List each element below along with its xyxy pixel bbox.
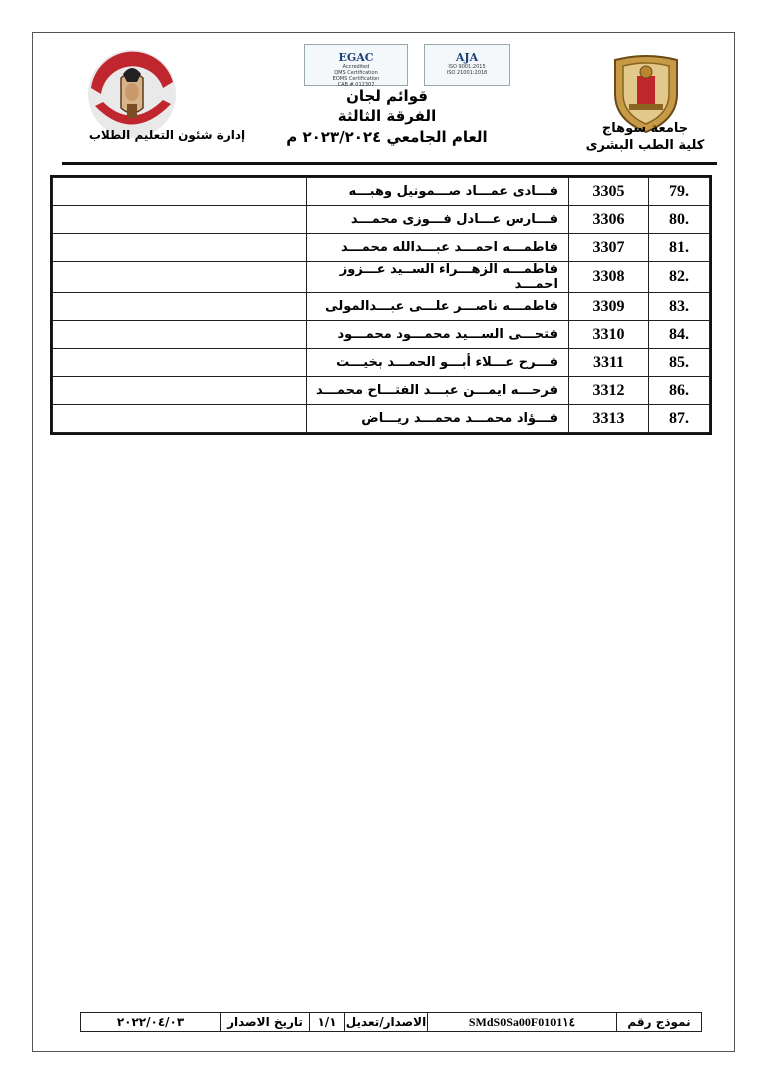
row-index: 82. — [649, 262, 710, 293]
seat-number: 3310 — [569, 321, 649, 349]
document-footer — [80, 1012, 702, 1032]
header-divider — [62, 162, 717, 165]
student-name: فتحـــى الســـيد محمـــود محمـــود — [307, 321, 569, 349]
signature-cell — [53, 178, 307, 206]
seat-number: 3305 — [569, 178, 649, 206]
signature-cell — [53, 262, 307, 293]
table-row — [53, 178, 710, 206]
version-value: ١/١ — [309, 1013, 344, 1031]
student-name: فرحـــه ايمـــن عبـــد الفتـــاح محمـــد — [307, 377, 569, 405]
seat-number: 3309 — [569, 293, 649, 321]
university-name: جامعة سوهاج — [601, 121, 689, 136]
seat-number: 3313 — [569, 405, 649, 433]
egac-line: CAB # 012307 — [337, 82, 375, 88]
row-index: 86. — [649, 377, 710, 405]
table-row — [53, 234, 710, 262]
row-index: 80. — [649, 206, 710, 234]
department-name: إدارة شئون التعليم الطلاب — [88, 128, 246, 142]
row-index: 83. — [649, 293, 710, 321]
row-index: 87. — [649, 405, 710, 433]
student-name: فـــرح عـــلاء أبـــو الحمـــد بخيـــت — [307, 349, 569, 377]
signature-cell — [53, 349, 307, 377]
issue-date-label: تاريخ الاصدار — [220, 1013, 309, 1031]
egac-name: EGAC — [338, 51, 374, 64]
committee-roster-table — [50, 175, 712, 435]
signature-cell — [53, 321, 307, 349]
student-name: فاطمـــه احمـــد عبـــدالله محمـــد — [307, 234, 569, 262]
egac-line: Accredited — [342, 64, 370, 70]
student-name: فـــارس عـــادل فـــوزى محمـــد — [307, 206, 569, 234]
seat-number: 3306 — [569, 206, 649, 234]
egac-certificate-badge — [304, 44, 408, 86]
table-row — [53, 349, 710, 377]
university-name-block — [580, 120, 710, 154]
table-row — [53, 206, 710, 234]
row-index: 85. — [649, 349, 710, 377]
seat-number: 3311 — [569, 349, 649, 377]
signature-cell — [53, 234, 307, 262]
faculty-logo-icon — [77, 48, 187, 140]
student-name: فاطمـــه الزهـــراء الســيد عـــزوز احمـــد — [307, 262, 569, 293]
table-row — [53, 405, 710, 433]
aja-line: ISO 21001:2018 — [446, 70, 488, 76]
student-name: فـــادى عمـــاد صـــمونيل وهبـــه — [307, 178, 569, 206]
model-number-value: SMdS0Sa00F0101١٤ — [427, 1013, 616, 1031]
signature-cell — [53, 377, 307, 405]
egac-line: QMS Certification — [334, 70, 378, 76]
signature-cell — [53, 293, 307, 321]
seat-number: 3308 — [569, 262, 649, 293]
aja-name: AJA — [455, 51, 479, 64]
signature-cell — [53, 206, 307, 234]
table-row — [53, 377, 710, 405]
seat-number: 3307 — [569, 234, 649, 262]
document-header — [32, 32, 735, 166]
table-row — [53, 262, 710, 293]
title-block — [272, 86, 502, 148]
student-name: فاطمـــه ناصـــر علـــى عبـــدالمولى — [307, 293, 569, 321]
row-index: 84. — [649, 321, 710, 349]
academic-year: العام الجامعي ٢٠٢٣/٢٠٢٤ م — [286, 128, 488, 146]
egac-line: EOMS Certification — [332, 76, 380, 82]
model-number-label: نموذج رقم — [616, 1013, 701, 1031]
table-row — [53, 293, 710, 321]
table-row — [53, 321, 710, 349]
faculty-name: كلية الطب البشرى — [585, 138, 705, 153]
document-title: قوائم لجان — [346, 87, 428, 105]
aja-certificate-badge — [424, 44, 510, 86]
issue-date-value: ٢٠٢٢/٠٤/٠٣ — [116, 1015, 185, 1029]
signature-cell — [53, 405, 307, 433]
academic-level: الفرقة الثالثة — [337, 107, 437, 125]
student-name: فـــؤاد محمـــد محمـــد ريـــاض — [307, 405, 569, 433]
row-index: 79. — [649, 178, 710, 206]
version-label: الاصدار/تعديل — [345, 1015, 427, 1029]
seat-number: 3312 — [569, 377, 649, 405]
row-index: 81. — [649, 234, 710, 262]
aja-line: ISO 9001:2015 — [448, 64, 486, 70]
